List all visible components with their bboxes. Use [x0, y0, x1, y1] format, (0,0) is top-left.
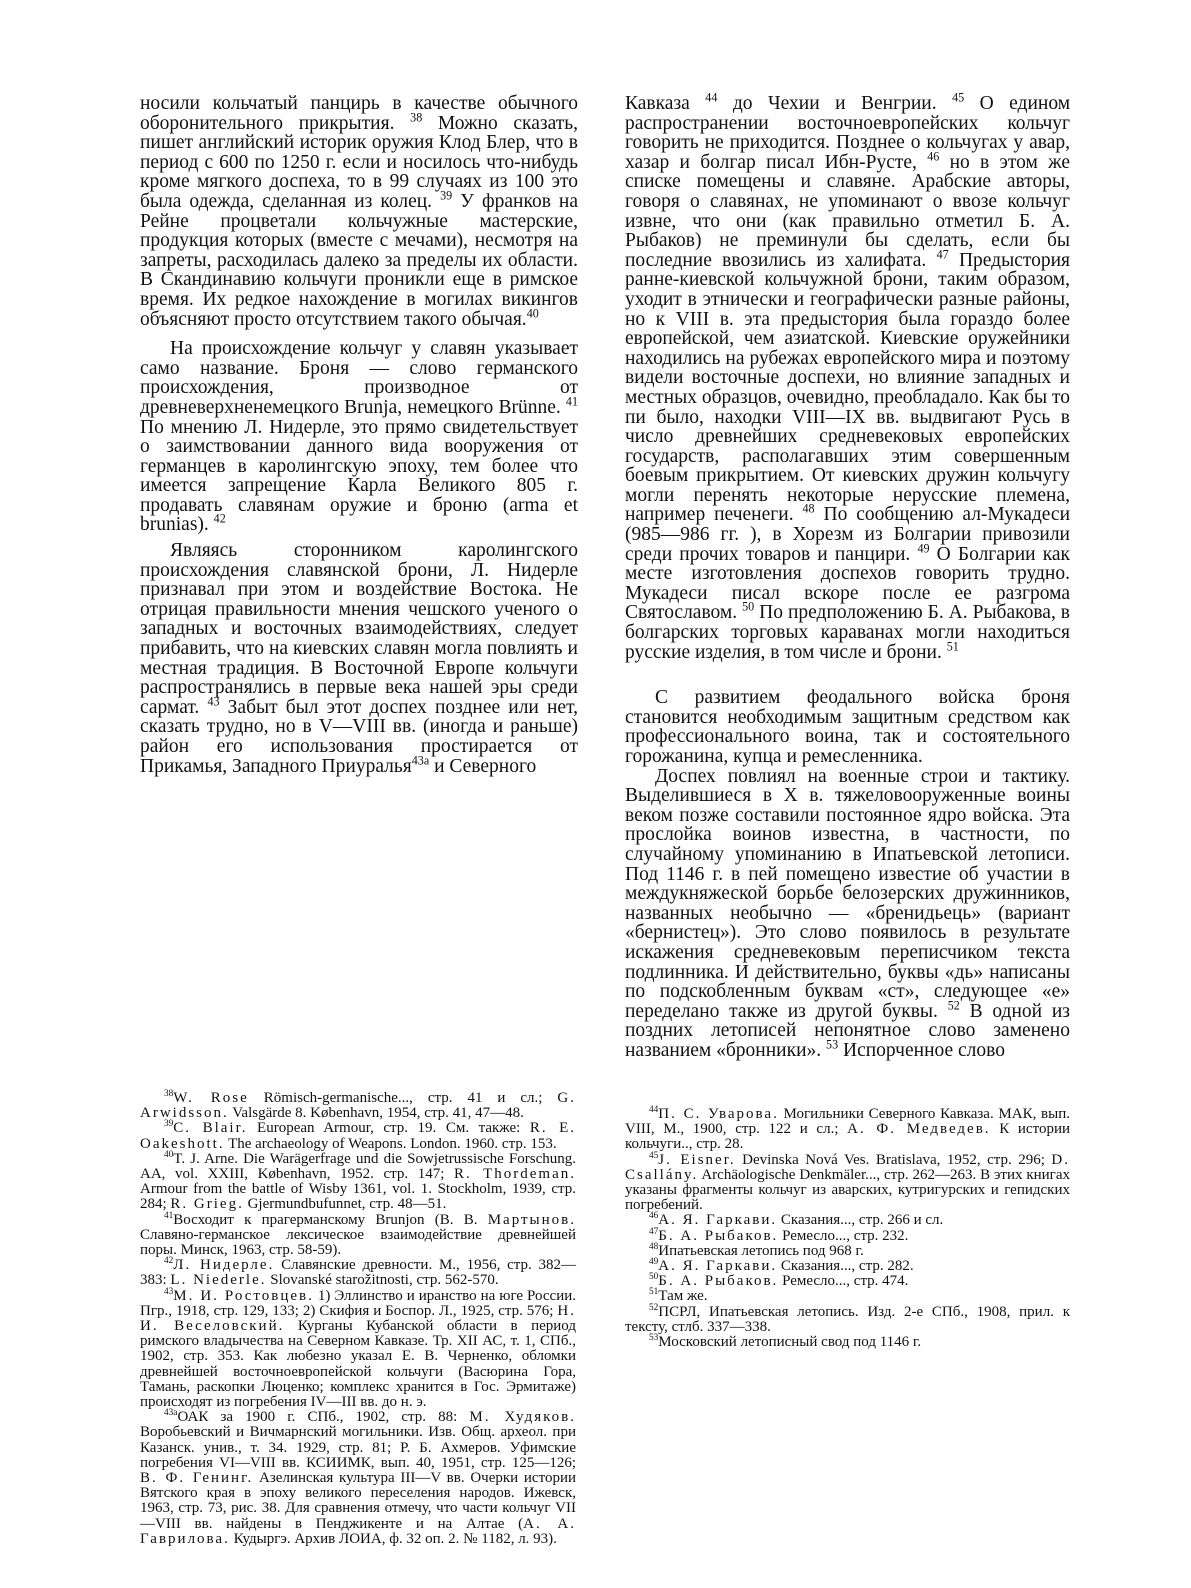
footnote-author: D. Csallány. — [625, 1151, 1070, 1183]
paragraph-text: но в этом же списке помещены и славяне. Арабские авторы, говоря о славянах, не упоминают о ввозе кольчуг извне, что они (как правильно отметил Б. А. Рыбаков) не преминули бы сделать, если бы последние ввозились из халифата. — [625, 151, 1071, 271]
footnote-ref: 42 — [213, 511, 226, 526]
paragraph-text: В одной из поздних летописей непонятное слово заменено названием «бронники». — [625, 1000, 1071, 1061]
footnote-text: Valsgärde 8. København, 1954, стр. 41, 47—48. — [232, 1105, 524, 1122]
footnote-ref: 53 — [826, 1037, 839, 1052]
footnote-text: Archäologische Denkmäler..., стр. 262—263. В этих книгах указаны фрагменты кольчуг из аварских, кутригурских и гепидских погребений. — [625, 1166, 1070, 1214]
paragraph — [625, 90, 1071, 663]
paragraph-text: Можно сказать, пишет английский историк оружия Клод Блер, что в период с 600 по 1250 г. если и носилось что-нибудь кроме мягкого доспеха, то в 99 случаях из 100 это была одежда, сделанная из колец. — [140, 112, 579, 212]
footnote-number: 53 — [649, 1333, 659, 1344]
footnote-number: 46 — [649, 1211, 659, 1222]
paragraph-text: По сообщению ал-Мукадеси (985—986 гг. ), в Хорезм из Болгарии привозили среди прочих товаров и панцири. — [625, 504, 1071, 565]
footnote — [625, 1259, 1070, 1274]
paragraph-text: до Чехии и Венгрии. — [732, 93, 937, 114]
footnote-author: Б. А. Рыбаков. — [658, 1227, 779, 1244]
paragraph-text: и Северного — [434, 755, 537, 777]
footnote-number: 44 — [649, 1105, 659, 1115]
footnote-ref: 41 — [565, 394, 578, 409]
paragraph-text: По предположению Б. А. Рыбакова, в болгарских торговых караванах могли находиться русские изделия, в том числе и брони. — [625, 602, 1071, 663]
footnote-text: Восходит к прагерманскому Brunjon (В. В. — [173, 1211, 488, 1228]
footnote-number: 40 — [164, 1149, 174, 1160]
left-footnotes — [140, 1091, 576, 1547]
footnote-ref: 52 — [947, 998, 960, 1013]
left-text-column — [140, 94, 578, 776]
footnote-text: Славяно-германское лексическое взаимодействие древнейшей поры. Минск, 1963, стр. 58-59). — [140, 1226, 576, 1259]
footnote-number: 43а — [164, 1408, 178, 1419]
paragraph-text: Испорченное слово — [842, 1039, 1005, 1061]
footnote-author: C. Blair. — [173, 1120, 248, 1137]
footnote-text: Die Warägerfrage und die Sowjetrussische Forschung. AA, vol. XXIII, København, 1952. стр. 147; — [140, 1150, 577, 1183]
paragraph-text: носили кольчатый панцирь в качестве обычного оборонительного прикрытия. — [140, 93, 578, 134]
footnote-text: ОАК за 1900 г. СПб., 1902, стр. 88: — [177, 1409, 470, 1426]
footnote-text: Devinska Nová Ves. Bratislava, 1952, стр. 296; — [742, 1151, 1052, 1168]
footnote-text: Славянские древности. М., 1956, стр. 382—383: — [140, 1257, 576, 1289]
footnote-text: 1) Эллинство и иранство на юге России. Пгр., 1918, стр. 129, 133; 2) Скифия и Боспор. Л., 1925, стр. 576; — [140, 1287, 576, 1319]
footnote — [625, 1107, 1070, 1153]
footnote-number: 39 — [164, 1119, 174, 1130]
footnote-author: Мартынов. — [487, 1211, 576, 1228]
footnote-text: К истории кольчуги.., стр. 28. — [625, 1121, 1071, 1153]
footnote-text: Московский летописный свод под 1146 г. — [658, 1334, 922, 1351]
paragraph-text: Доспех повлиял на военные строи и тактику. Выделившиеся в X в. тяжеловооруженные воины веком позже составили постоянное ядро войска. Эта прослойка воинов известна, в частности, по случайному упоминанию в Ипатьевской летописи. Под 1146 г. в пей помещено известие об участии в междукняжеской борьбе белозерских дружинников, названных необычно — «бренидьець» (вариант «бернистец»). Это слово появилось в результате искажения средневековым переписчиком текста подлинника. И действительно, буквы «дь» написаны по подскобленным буквам «ст», следующее «е» переделано также из другой буквы. — [625, 765, 1070, 1022]
footnote-text: European Armour, стр. 19. См. также: — [257, 1120, 530, 1137]
footnote-number: 45 — [649, 1150, 659, 1161]
footnote-text: Gjermundbufunnet, стр. 48—51. — [247, 1196, 447, 1213]
footnote-number: 50 — [649, 1272, 659, 1283]
footnote-text: Ремесло..., стр. 474. — [782, 1273, 909, 1290]
footnote — [625, 1226, 1070, 1244]
paragraph-text: Кавказа — [625, 93, 690, 114]
footnote — [140, 1091, 576, 1121]
footnote-ref: 39 — [440, 188, 453, 203]
footnote-number: 51 — [649, 1287, 659, 1298]
footnote-text: Slovanské starožitnosti, стр. 562-570. — [270, 1272, 499, 1289]
paragraph-text: О едином распространении восточноевропейских кольчуг говорить не приходится. Позднее о кольчугах у авар, хазар и болгар писал Ибн-Русте, — [625, 93, 1071, 173]
footnote-ref: 46 — [927, 149, 940, 164]
paragraph-gap — [625, 662, 1070, 688]
footnote-author: L. Niederle. — [170, 1272, 267, 1289]
footnote-number: 43 — [164, 1286, 174, 1297]
footnote-author: Б. А. Рыбаков. — [658, 1273, 779, 1290]
paragraph-text: С развитием феодального войска броня становится необходимым защитным средством как профессионального воина, так и состоятельного горожанина, купца и ремесленника. — [625, 687, 1070, 767]
footnote-number: 48 — [649, 1241, 659, 1252]
footnote-ref: 38 — [410, 110, 423, 125]
footnote-text: The archaeology of Weapons. London. 1960. стр. 153. — [228, 1135, 557, 1152]
paragraph — [625, 688, 1070, 766]
paragraph-text: Забыт был этот доспех позднее или нет, сказать трудно, но в V—VIII вв. (иногда и раньше) район его использования простирается от Прикамья, Западного Приуралья — [140, 696, 579, 777]
footnote-text: Сказания..., стр. 282. — [780, 1258, 914, 1275]
footnote-ref: 47 — [936, 247, 949, 262]
footnote-author: J. Eisner. — [658, 1151, 736, 1168]
footnote-text: Курганы Кубанской области в период римского владычества на Северном Кавказе. Тр. XII АС, т. 1, СПб., 1902, стр. 353. Как любезно указал Е. В. Черненко, обломки древнейшей восточноевропейской кольчуги (Васюрина Гора, Тамань, раскопки Люценко; комплекс хранится в Гос. Эрмитаже) происходят из погребения IV—III вв. до н. э. — [140, 1318, 576, 1411]
footnote-author: R. Thordeman. — [454, 1166, 577, 1183]
footnote-author: П. С. Уварова. — [658, 1106, 779, 1122]
footnote-author: Л. Нидерле. — [173, 1257, 275, 1274]
right-text-column — [625, 90, 1071, 1061]
footnote-author: А. А. Гаврилова. — [140, 1515, 576, 1547]
footnote — [625, 1302, 1070, 1335]
paragraph-text: Являясь сторонником каролингского происхождения славянской брони, Л. Нидерле признавал при этом и воздействие Востока. Не отрицая правильности мнения чешского ученого о западных и восточных взаимодействиях, следует прибавить, что на киевских славян могла повлиять и местная традиция. В Восточной Европе кольчуги распространялись в первые века нашей эры среди сармат. — [140, 540, 578, 718]
footnote-number: 41 — [164, 1210, 174, 1221]
paragraph-text: Предыстория ранне-киевской кольчужной брони, таким образом, уходит в этнически и географически разные районы, но к VIII в. эта предыстория была гораздо более европейской, чем азиатской. Киевские оружейники находились на рубежах европейского мира и поэтому видели восточные доспехи, но влияние западных и местных образцов, очевидно, преобладало. Как бы то пи было, находки VIII—IX вв. выдвигают Русь в число древнейших средневековых европейских государств, располагавших этим совершенным боевым прикрытием. От киевских дружин кольчугу могли перенять некоторые нерусские племена, например печенеги. — [625, 249, 1071, 526]
footnote — [625, 1335, 1070, 1350]
footnote-text: Там же. — [658, 1288, 708, 1305]
footnote-ref: 40 — [526, 306, 539, 321]
right-footnotes — [625, 1107, 1070, 1350]
footnote-ref: 51 — [946, 639, 959, 654]
footnote-author: Н. И. Веселовский. — [140, 1302, 576, 1335]
footnote-number: 47 — [649, 1226, 659, 1237]
footnote-author: G. Arwidsson. — [140, 1090, 577, 1122]
footnote-text: ПСРЛ, Ипатьевская летопись. Изд. 2-е СПб., 1908, прил. к тексту, стлб. 337—338. — [625, 1303, 1070, 1335]
footnote-author: T. J. Arne. — [173, 1150, 238, 1167]
footnote-text: Кудыргэ. Архив ЛОИА, ф. 32 оп. 2. № 1182, л. 93). — [233, 1530, 557, 1547]
footnote-author: W. Rose — [173, 1090, 249, 1106]
footnote-text: Ипатьевская летопись под 968 г. — [658, 1242, 864, 1259]
footnote-author: М. Худяков. — [469, 1409, 577, 1426]
footnote-text: Воробьевский и Вичмарнский могильники. Изв. Общ. археол. при Казанск. унив., т. 34. 1929, стр. 81; Р. Б. Ахмеров. Уфимские погребения VI—VIII вв. КСИИМК, вып. 40, 1951, стр. 125—126; — [140, 1424, 576, 1471]
footnote-text: Могильники Северного Кавказа. МАК, вып. VIII, М., 1900, стр. 122 и сл.; — [625, 1106, 1071, 1138]
footnote-number: 42 — [164, 1256, 174, 1267]
footnote-ref: 44 — [705, 90, 718, 105]
footnote-ref: 45 — [952, 90, 965, 105]
footnote-ref: 49 — [917, 541, 930, 556]
paragraph-text: На происхождение кольчуг у славян указывает само название. Броня — слово германского происхождения, производное от древневерхненемецкого Brunja, немецкого Brünne. — [140, 338, 578, 418]
footnote-author: М. И. Ростовцев. — [173, 1287, 314, 1304]
footnote-text: Römisch-germanische..., стр. 41 и сл.; — [263, 1090, 558, 1106]
paragraph — [140, 339, 578, 535]
paragraph — [140, 94, 578, 329]
footnote — [625, 1150, 1070, 1214]
footnote — [140, 1210, 576, 1259]
footnote-ref: 48 — [802, 501, 815, 516]
footnote — [140, 1258, 576, 1288]
footnote-author: А. Ф. Медведев. — [847, 1121, 991, 1138]
paragraph-text: О Болгарии как месте изготовления доспехов говорить трудно. Мукадеси писал вскоре после ее разгрома Святославом. — [625, 543, 1071, 624]
footnote — [625, 1241, 1070, 1259]
footnote-author: R. E. Oakeshott. — [140, 1120, 577, 1152]
footnote-text: Armour from the battle of Wisby 1361, vol. 1. Stockholm, 1939, стр. 284; — [140, 1181, 576, 1213]
paragraph — [140, 541, 578, 776]
footnote-ref: 43 — [207, 694, 220, 709]
footnote — [140, 1121, 576, 1151]
footnote — [140, 1286, 576, 1411]
footnote-number: 52 — [649, 1302, 659, 1313]
paragraph-text: По мнению Л. Нидерле, это прямо свидетельствует о заимствовании данного вида вооружения от германцев в каролингскую эпоху, тем более что имеется запрещение Карла Великого 805 г. продавать славянам оружие и броню (arma et brunias). — [140, 416, 578, 536]
footnote-number: 49 — [649, 1257, 659, 1268]
footnote — [625, 1289, 1070, 1304]
footnote-author: R. Grieg. — [170, 1196, 244, 1213]
paragraph-text: У франков на Рейне процветали кольчужные мастерские, продукция которых (вместе с мечами), несмотря на запреты, расходилась далеко за пределы их области. В Скандинавию кольчуги проникли еще в римское время. Их редкое нахождение в могилах викингов объясняют просто отсутствием такого обычая. — [140, 190, 579, 330]
footnote — [140, 1410, 576, 1547]
footnote — [140, 1149, 577, 1213]
footnote-ref: 50 — [742, 599, 755, 614]
footnote — [625, 1213, 1070, 1228]
footnote-ref: 43а — [411, 753, 430, 768]
footnote-text: Ремесло..., стр. 232. — [782, 1227, 909, 1244]
footnote-text: Азелинская культура III—V вв. Очерки истории Вятского края в эпоху великого переселения народов. Ижевск, 1963, стр. 73, рис. 38. Для сравнения отмечу, что части кольчуг VII—VIII вв. найдены в Пенджикенте и на Алтае ( — [140, 1470, 576, 1532]
footnote-author: В. Ф. Генинг. — [140, 1470, 254, 1487]
footnote-number: 38 — [164, 1089, 174, 1099]
footnote-text: Сказания..., стр. 266 и сл. — [780, 1212, 944, 1229]
paragraph — [625, 767, 1070, 1061]
footnote-author: А. Я. Гаркави. — [658, 1258, 778, 1275]
footnote-author: А. Я. Гаркави. — [658, 1212, 778, 1229]
